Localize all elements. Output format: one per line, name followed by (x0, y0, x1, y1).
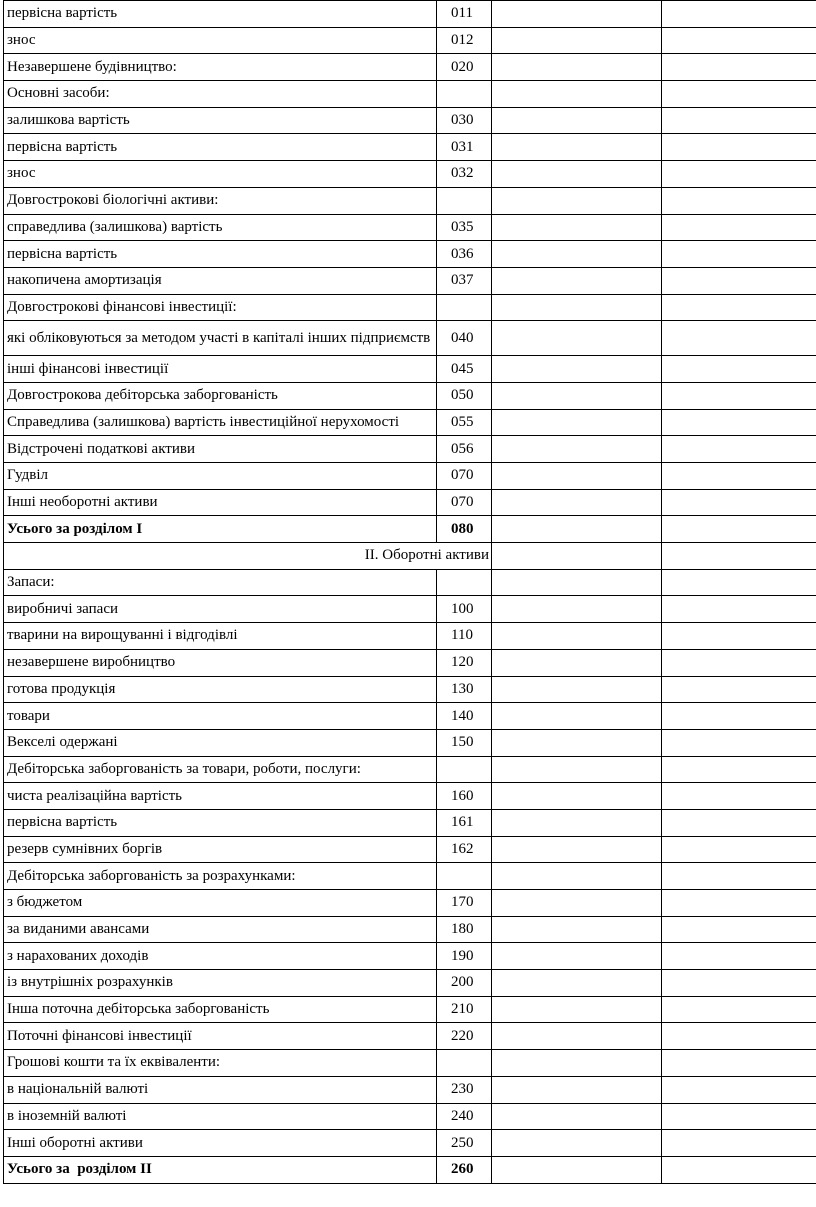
value-cell-start (492, 703, 662, 730)
value-cell-end (662, 409, 816, 436)
row-code: 030 (437, 107, 492, 134)
row-code: 011 (437, 1, 492, 28)
row-code: 120 (437, 649, 492, 676)
table-row (4, 970, 816, 997)
value-cell-start (492, 107, 662, 134)
row-label: Усього за розділом I (4, 516, 437, 543)
value-cell-start (492, 863, 662, 890)
row-code: 040 (437, 321, 492, 356)
section-title: II. Оборотні активи (4, 543, 492, 570)
value-cell-start (492, 1050, 662, 1077)
table-row (4, 107, 816, 134)
row-code: 045 (437, 356, 492, 383)
value-cell-end (662, 996, 816, 1023)
row-code (437, 294, 492, 321)
value-cell-end (662, 27, 816, 54)
row-code: 240 (437, 1103, 492, 1130)
table-row (4, 409, 816, 436)
value-cell-end (662, 321, 816, 356)
row-label: первісна вартість (4, 809, 437, 836)
row-code: 056 (437, 436, 492, 463)
value-cell-end (662, 729, 816, 756)
value-cell-end (662, 107, 816, 134)
value-cell-start (492, 214, 662, 241)
value-cell-start (492, 267, 662, 294)
row-label: в національній валюті (4, 1076, 437, 1103)
row-code: 035 (437, 214, 492, 241)
row-label: чиста реалізаційна вартість (4, 783, 437, 810)
row-code: 160 (437, 783, 492, 810)
row-label: Поточні фінансові інвестиції (4, 1023, 437, 1050)
value-cell-end (662, 382, 816, 409)
table-row (4, 809, 816, 836)
value-cell-end (662, 623, 816, 650)
row-label: Інші необоротні активи (4, 489, 437, 516)
table-row (4, 1050, 816, 1077)
value-cell-start (492, 569, 662, 596)
value-cell-end (662, 241, 816, 268)
table-row (4, 756, 816, 783)
value-cell-start (492, 890, 662, 917)
table-row (4, 1023, 816, 1050)
row-code: 055 (437, 409, 492, 436)
row-label: Довгострокові біологічні активи: (4, 187, 437, 214)
row-code: 100 (437, 596, 492, 623)
section-header-row (4, 543, 816, 570)
value-cell-end (662, 703, 816, 730)
row-label: первісна вартість (4, 134, 437, 161)
value-cell-end (662, 649, 816, 676)
row-code: 210 (437, 996, 492, 1023)
row-code: 037 (437, 267, 492, 294)
row-label: тварини на вирощуванні і відгодівлі (4, 623, 437, 650)
table-row (4, 623, 816, 650)
row-code: 250 (437, 1130, 492, 1157)
table-row (4, 436, 816, 463)
row-code: 150 (437, 729, 492, 756)
value-cell-start (492, 489, 662, 516)
row-label: Запаси: (4, 569, 437, 596)
row-code (437, 569, 492, 596)
row-label: залишкова вартість (4, 107, 437, 134)
row-label: Незавершене будівництво: (4, 54, 437, 81)
value-cell-start (492, 54, 662, 81)
value-cell-end (662, 516, 816, 543)
value-cell-end (662, 267, 816, 294)
row-label: накопичена амортизація (4, 267, 437, 294)
row-label: Основні засоби: (4, 81, 437, 108)
row-label: резерв сумнівних боргів (4, 836, 437, 863)
value-cell-end (662, 676, 816, 703)
value-cell-start (492, 161, 662, 188)
value-cell-end (662, 783, 816, 810)
row-label: Справедлива (залишкова) вартість інвестиційної нерухомості (4, 409, 437, 436)
value-cell-start (492, 382, 662, 409)
row-code: 080 (437, 516, 492, 543)
table-row (4, 321, 816, 356)
value-cell-start (492, 1023, 662, 1050)
value-cell-start (492, 676, 662, 703)
value-cell-start (492, 409, 662, 436)
row-code: 180 (437, 916, 492, 943)
value-cell-start (492, 294, 662, 321)
value-cell-end (662, 756, 816, 783)
table-row (4, 214, 816, 241)
row-code: 162 (437, 836, 492, 863)
row-label: знос (4, 161, 437, 188)
table-row (4, 294, 816, 321)
row-code (437, 863, 492, 890)
row-label: Відстрочені податкові активи (4, 436, 437, 463)
value-cell-start (492, 1, 662, 28)
value-cell-end (662, 1023, 816, 1050)
table-row (4, 187, 816, 214)
row-code: 036 (437, 241, 492, 268)
value-cell-end (662, 1156, 816, 1183)
table-row (4, 596, 816, 623)
value-cell-start (492, 783, 662, 810)
value-cell-end (662, 943, 816, 970)
table-row (4, 356, 816, 383)
row-label: незавершене виробництво (4, 649, 437, 676)
value-cell-start (492, 134, 662, 161)
row-code: 031 (437, 134, 492, 161)
row-label: Дебіторська заборгованість за розрахунками: (4, 863, 437, 890)
table-row (4, 81, 816, 108)
value-cell-start (492, 463, 662, 490)
value-cell-end (662, 970, 816, 997)
value-cell-start (492, 996, 662, 1023)
value-cell-start (492, 596, 662, 623)
row-label: Векселі одержані (4, 729, 437, 756)
table-row (4, 241, 816, 268)
balance-table (3, 0, 816, 1184)
row-label: із внутрішніх розрахунків (4, 970, 437, 997)
value-cell-end (662, 836, 816, 863)
table-row (4, 569, 816, 596)
row-label: Грошові кошти та їх еквіваленти: (4, 1050, 437, 1077)
table-row (4, 890, 816, 917)
value-cell-end (662, 54, 816, 81)
row-label: Усього за розділом II (4, 1156, 437, 1183)
row-code (437, 187, 492, 214)
row-code: 070 (437, 489, 492, 516)
table-row (4, 27, 816, 54)
value-cell-start (492, 809, 662, 836)
value-cell-end (662, 809, 816, 836)
row-code (437, 81, 492, 108)
value-cell-start (492, 81, 662, 108)
row-label: Інша поточна дебіторська заборгованість (4, 996, 437, 1023)
row-code: 161 (437, 809, 492, 836)
row-label: з бюджетом (4, 890, 437, 917)
row-code (437, 756, 492, 783)
value-cell-start (492, 1130, 662, 1157)
value-cell-start (492, 916, 662, 943)
value-cell-end (662, 1130, 816, 1157)
row-code: 230 (437, 1076, 492, 1103)
value-cell-end (662, 1103, 816, 1130)
value-cell-end (662, 1050, 816, 1077)
value-cell-end (662, 134, 816, 161)
value-cell-start (492, 356, 662, 383)
value-cell-start (492, 623, 662, 650)
value-cell-end (662, 1076, 816, 1103)
row-code: 260 (437, 1156, 492, 1183)
row-code: 190 (437, 943, 492, 970)
value-cell-end (662, 81, 816, 108)
value-cell-end (662, 569, 816, 596)
row-label: Гудвіл (4, 463, 437, 490)
table-row (4, 489, 816, 516)
value-cell-start (492, 756, 662, 783)
total-row-section-2 (4, 1156, 816, 1183)
table-row (4, 267, 816, 294)
table-row (4, 703, 816, 730)
table-row (4, 783, 816, 810)
value-cell-end (662, 916, 816, 943)
row-code: 170 (437, 890, 492, 917)
table-row (4, 1076, 816, 1103)
value-cell-start (492, 516, 662, 543)
row-label: первісна вартість (4, 241, 437, 268)
value-cell-start (492, 943, 662, 970)
table-row (4, 1, 816, 28)
row-code: 012 (437, 27, 492, 54)
value-cell-start (492, 729, 662, 756)
value-cell-end (662, 214, 816, 241)
row-label: в іноземній валюті (4, 1103, 437, 1130)
row-code: 130 (437, 676, 492, 703)
value-cell-end (662, 463, 816, 490)
row-label: виробничі запаси (4, 596, 437, 623)
value-cell-end (662, 543, 816, 570)
table-row (4, 54, 816, 81)
table-row (4, 463, 816, 490)
value-cell-end (662, 356, 816, 383)
row-code: 032 (437, 161, 492, 188)
row-label: готова продукція (4, 676, 437, 703)
value-cell-end (662, 890, 816, 917)
value-cell-start (492, 1076, 662, 1103)
table-row (4, 1103, 816, 1130)
value-cell-end (662, 294, 816, 321)
value-cell-start (492, 187, 662, 214)
value-cell-start (492, 27, 662, 54)
row-label: справедлива (залишкова) вартість (4, 214, 437, 241)
table-row (4, 996, 816, 1023)
table-row (4, 676, 816, 703)
value-cell-start (492, 649, 662, 676)
row-code: 200 (437, 970, 492, 997)
total-row-section-1 (4, 516, 816, 543)
row-code: 140 (437, 703, 492, 730)
row-label: первісна вартість (4, 1, 437, 28)
row-label: за виданими авансами (4, 916, 437, 943)
table-row (4, 729, 816, 756)
row-label: з нарахованих доходів (4, 943, 437, 970)
row-code: 020 (437, 54, 492, 81)
row-code: 220 (437, 1023, 492, 1050)
value-cell-end (662, 436, 816, 463)
balance-sheet (3, 0, 816, 1184)
value-cell-end (662, 161, 816, 188)
row-label: знос (4, 27, 437, 54)
value-cell-start (492, 970, 662, 997)
value-cell-end (662, 1, 816, 28)
value-cell-end (662, 187, 816, 214)
value-cell-start (492, 241, 662, 268)
row-label: Інші оборотні активи (4, 1130, 437, 1157)
table-row (4, 863, 816, 890)
value-cell-end (662, 489, 816, 516)
table-row (4, 836, 816, 863)
table-row (4, 1130, 816, 1157)
row-code: 110 (437, 623, 492, 650)
row-label: товари (4, 703, 437, 730)
row-label: Дебіторська заборгованість за товари, роботи, послуги: (4, 756, 437, 783)
value-cell-start (492, 836, 662, 863)
row-code: 070 (437, 463, 492, 490)
row-label: які обліковуються за методом участі в капіталі інших підприємств (4, 321, 437, 356)
value-cell-start (492, 543, 662, 570)
table-row (4, 916, 816, 943)
value-cell-end (662, 596, 816, 623)
value-cell-start (492, 436, 662, 463)
row-code: 050 (437, 382, 492, 409)
value-cell-start (492, 1103, 662, 1130)
row-label: інші фінансові інвестиції (4, 356, 437, 383)
table-row (4, 943, 816, 970)
row-code (437, 1050, 492, 1077)
value-cell-start (492, 321, 662, 356)
row-label: Довгострокова дебіторська заборгованість (4, 382, 437, 409)
table-row (4, 382, 816, 409)
value-cell-end (662, 863, 816, 890)
table-row (4, 161, 816, 188)
table-row (4, 134, 816, 161)
row-label: Довгострокові фінансові інвестиції: (4, 294, 437, 321)
table-row (4, 649, 816, 676)
value-cell-start (492, 1156, 662, 1183)
